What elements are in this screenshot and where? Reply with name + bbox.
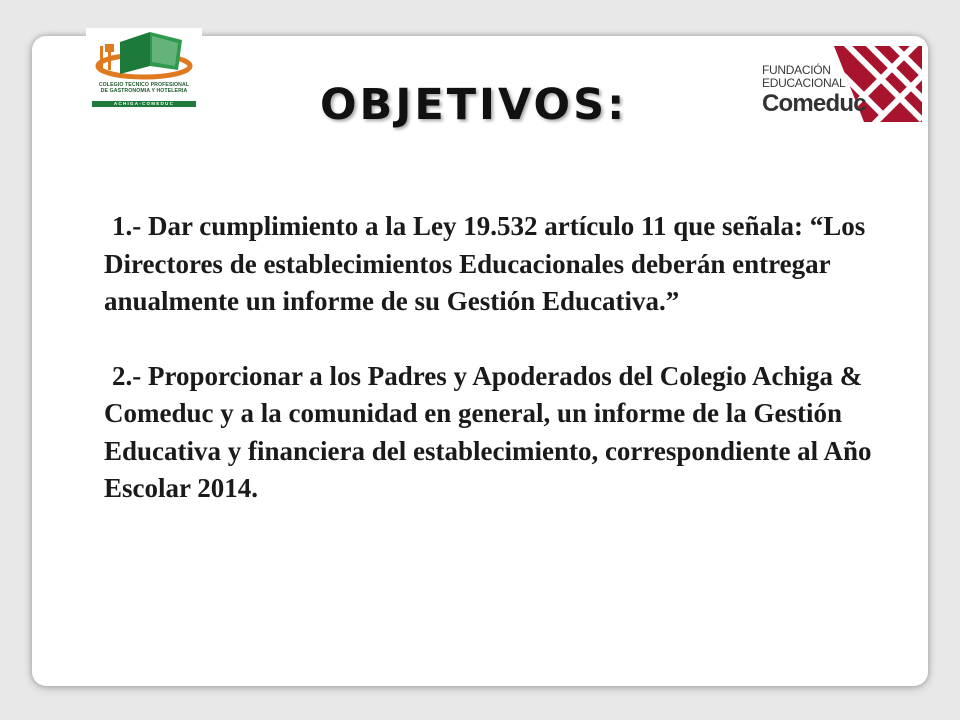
comeduc-wordmark: Comeduc [762,90,866,117]
objective-1: 1.- Dar cumplimiento a la Ley 19.532 artículo 11 que señala: “Los Directores de establecimientos Educacionales deberán entregar anualmente un informe de su Gestión Educativa.” [104,211,866,316]
page-title: OBJETIVOS: [320,80,628,130]
colegio-achiga-logo [86,28,202,112]
colegio-logo-text: COLEGIO TECNICO PROFESIONAL DE GASTRONOMIA Y HOTELERIA [98,82,190,95]
colegio-logo-band: ACHIGA-COMEDUC [92,101,196,107]
objectives-list [104,208,884,508]
book-plate-emblem-icon [86,28,202,84]
objective-2: 2.- Proporcionar a los Padres y Apoderados del Colegio Achiga & Comeduc y a la comunidad en general, un informe de la Gestión Educativa y financiera del establecimiento, correspondiente al Año Escolar 2014. [104,360,872,503]
fundacion-comeduc-logo [762,46,922,122]
fundacion-logo-text: FUNDACIÓN EDUCACIONAL Comeduc [762,63,866,117]
